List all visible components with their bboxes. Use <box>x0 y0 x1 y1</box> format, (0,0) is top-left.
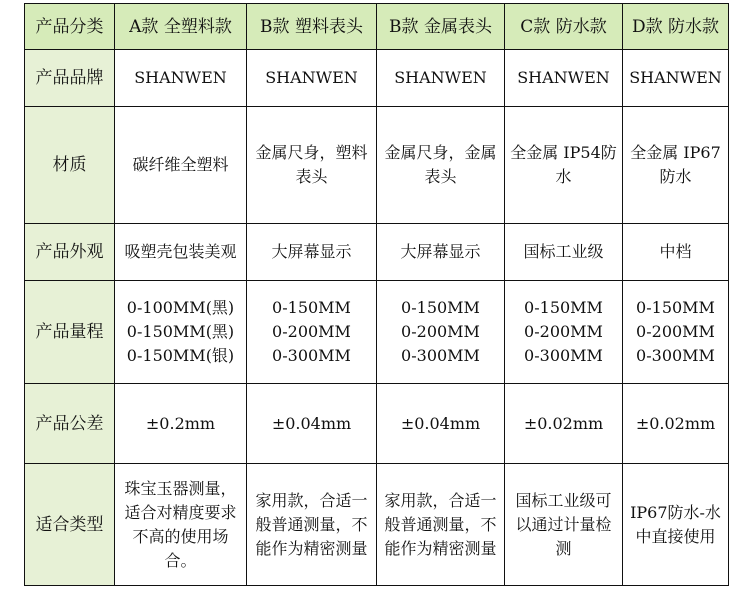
cell-material-b-metal: 金属尺身，金属表头 <box>377 107 505 224</box>
header-row <box>25 4 729 50</box>
cell-range-c <box>505 281 623 384</box>
range-value: 0-200MM <box>524 322 603 341</box>
product-comparison-table <box>24 3 729 586</box>
row-label: 产品外观 <box>25 224 115 281</box>
cell-material-b-plastic: 金属尺身，塑料表头 <box>247 107 377 224</box>
cell-brand-b-metal: SHANWEN <box>377 50 505 107</box>
cell-appearance-d: 中档 <box>623 224 729 281</box>
cell-tolerance-a: ±0.2mm <box>115 384 247 464</box>
range-value: 0-200MM <box>272 322 351 341</box>
range-value: 0-300MM <box>401 346 480 365</box>
cell-tolerance-d: ±0.02mm <box>623 384 729 464</box>
cell-range-b-metal <box>377 281 505 384</box>
row-brand <box>25 50 729 107</box>
cell-brand-d: SHANWEN <box>623 50 729 107</box>
range-value: 0-300MM <box>272 346 351 365</box>
range-value: 0-150MM <box>272 298 351 317</box>
cell-appearance-c: 国标工业级 <box>505 224 623 281</box>
row-range <box>25 281 729 384</box>
range-value: 0-150MM <box>524 298 603 317</box>
cell-brand-c: SHANWEN <box>505 50 623 107</box>
cell-material-d: 全金属 IP67防水 <box>623 107 729 224</box>
row-material <box>25 107 729 224</box>
cell-brand-a: SHANWEN <box>115 50 247 107</box>
cell-appearance-b-metal: 大屏幕显示 <box>377 224 505 281</box>
header-model-c: C款 防水款 <box>505 4 623 50</box>
cell-use-b-plastic: 家用款，合适一般普通测量，不能作为精密测量 <box>247 464 377 586</box>
cell-use-b-metal: 家用款，合适一般普通测量，不能作为精密测量 <box>377 464 505 586</box>
range-value: 0-300MM <box>524 346 603 365</box>
cell-range-b-plastic <box>247 281 377 384</box>
cell-use-a: 珠宝玉器测量，适合对精度要求不高的使用场合。 <box>115 464 247 586</box>
row-label: 产品公差 <box>25 384 115 464</box>
cell-appearance-b-plastic: 大屏幕显示 <box>247 224 377 281</box>
header-model-b-metal: B款 金属表头 <box>377 4 505 50</box>
range-value: 0-200MM <box>401 322 480 341</box>
cell-material-a: 碳纤维全塑料 <box>115 107 247 224</box>
cell-tolerance-b-metal: ±0.04mm <box>377 384 505 464</box>
range-value: 0-300MM <box>636 346 715 365</box>
row-tolerance <box>25 384 729 464</box>
header-model-a: A款 全塑料款 <box>115 4 247 50</box>
cell-tolerance-c: ±0.02mm <box>505 384 623 464</box>
row-label: 产品品牌 <box>25 50 115 107</box>
range-value: 0-150MM <box>401 298 480 317</box>
range-value: 0-150MM(银) <box>126 346 235 365</box>
header-category: 产品分类 <box>25 4 115 50</box>
header-model-d: D款 防水款 <box>623 4 729 50</box>
row-suitable-use <box>25 464 729 586</box>
comparison-table-wrapper <box>24 3 729 586</box>
cell-range-d <box>623 281 729 384</box>
range-value: 0-100MM(黑) <box>126 298 235 317</box>
cell-material-c: 全金属 IP54防水 <box>505 107 623 224</box>
range-value: 0-200MM <box>636 322 715 341</box>
cell-brand-b-plastic: SHANWEN <box>247 50 377 107</box>
row-appearance <box>25 224 729 281</box>
cell-tolerance-b-plastic: ±0.04mm <box>247 384 377 464</box>
range-value: 0-150MM(黑) <box>126 322 235 341</box>
cell-use-d: IP67防水-水中直接使用 <box>623 464 729 586</box>
cell-appearance-a: 吸塑壳包装美观 <box>115 224 247 281</box>
row-label: 材质 <box>25 107 115 224</box>
row-label: 适合类型 <box>25 464 115 586</box>
cell-range-a <box>115 281 247 384</box>
header-model-b-plastic: B款 塑料表头 <box>247 4 377 50</box>
cell-use-c: 国标工业级可以通过计量检测 <box>505 464 623 586</box>
row-label: 产品量程 <box>25 281 115 384</box>
range-value: 0-150MM <box>636 298 715 317</box>
